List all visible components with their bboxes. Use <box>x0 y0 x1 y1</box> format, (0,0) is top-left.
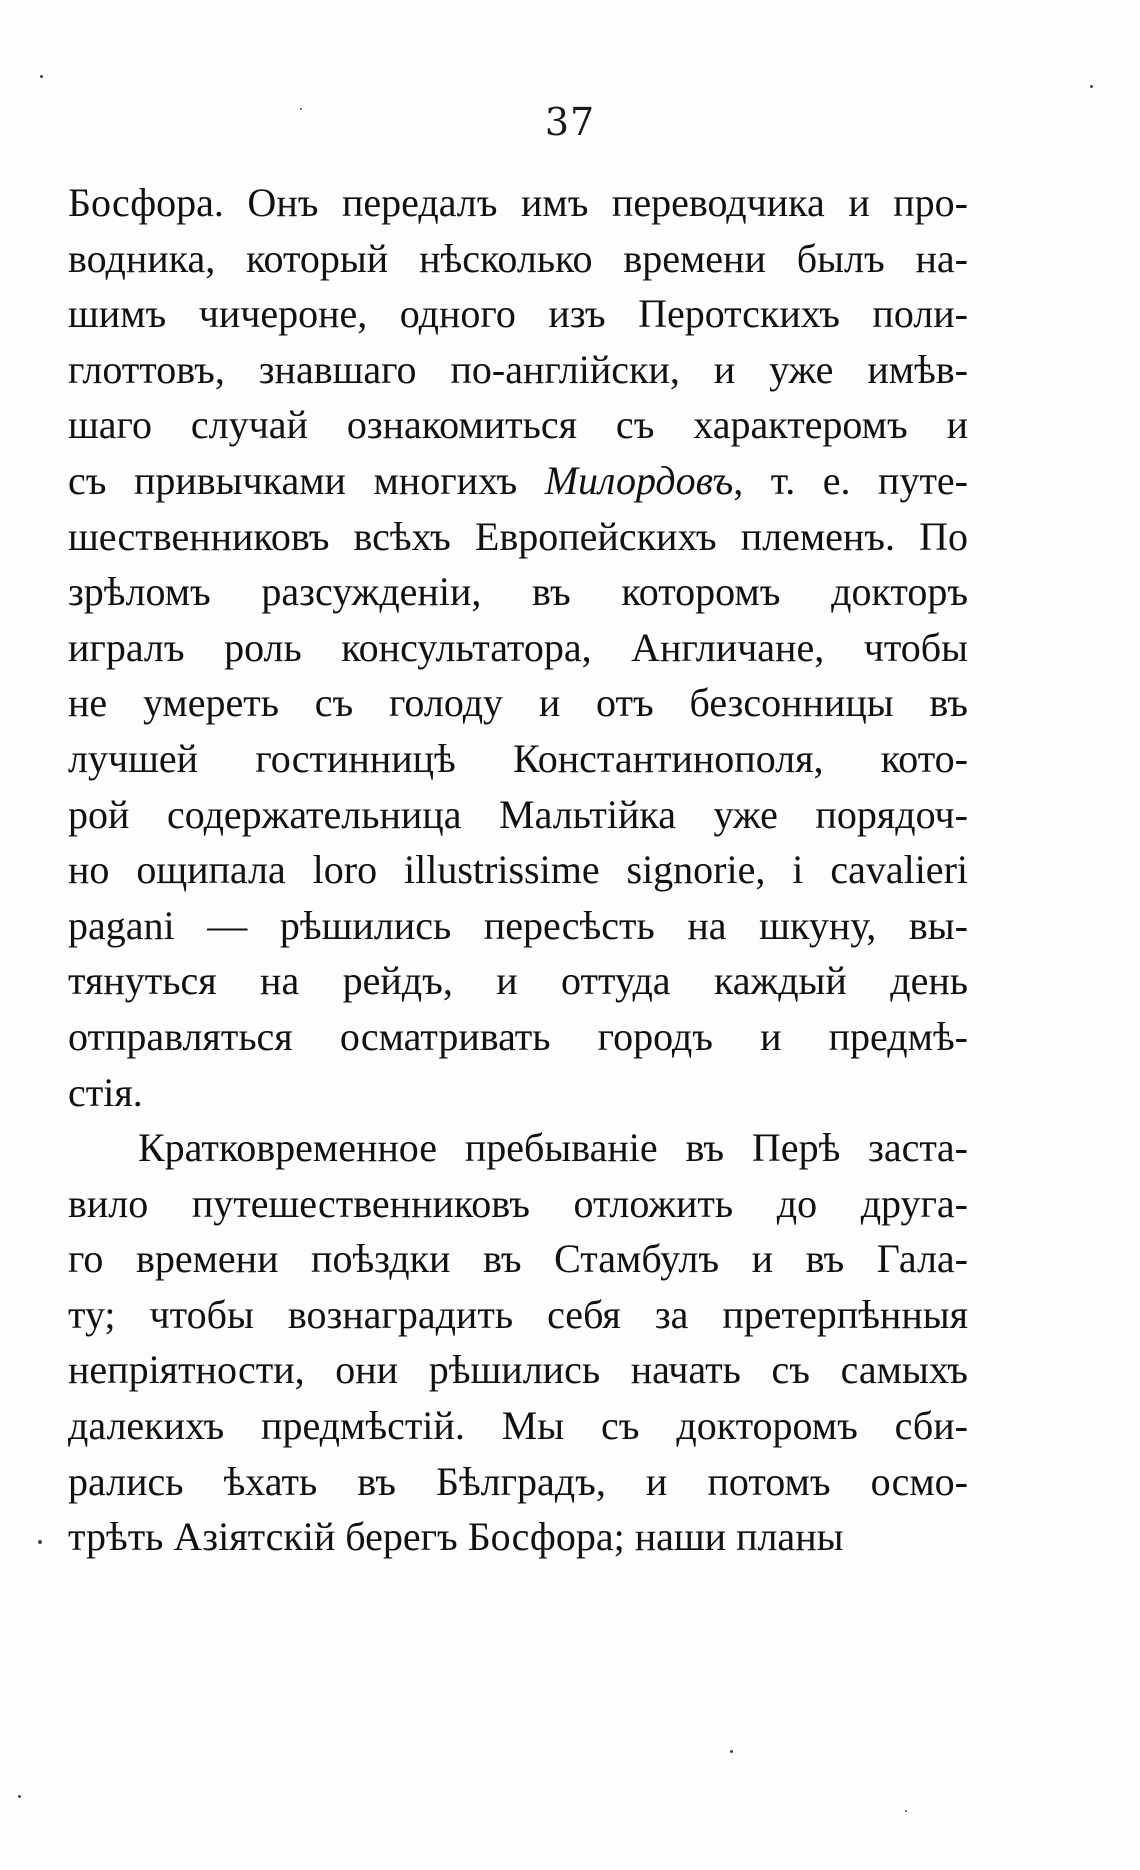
text-line <box>68 731 968 787</box>
text-segment: игралъ роль консультатора, Англичане, чтобы <box>68 624 968 670</box>
text-line <box>68 397 968 453</box>
text-segment: зрѣломъ разсужденіи, въ которомъ докторъ <box>68 569 968 615</box>
text-segment: водника, который нѣсколько времени былъ на- <box>68 235 968 281</box>
text-segment: отправляться осматривать городъ и предмѣ- <box>68 1013 968 1059</box>
body-text <box>68 175 968 1565</box>
text-segment: тянуться на рейдъ, и оттуда каждый день <box>68 958 968 1004</box>
text-segment: , т. е. путе- <box>733 457 969 503</box>
text-segment: го времени поѣздки въ Стамбулъ и въ Гала- <box>68 1236 968 1282</box>
text-line <box>68 286 968 342</box>
text-segment: далекихъ предмѣстій. Мы съ докторомъ сби- <box>68 1403 968 1449</box>
text-segment: глоттовъ, знавшаго по-англійски, и уже имѣв- <box>68 346 968 392</box>
text-segment: шаго случай ознакомиться съ характеромъ и <box>68 402 968 448</box>
text-segment: стія. <box>68 1069 143 1115</box>
text-line <box>68 1231 968 1287</box>
italic-term: Милордовъ <box>544 457 734 503</box>
text-line <box>68 1342 968 1398</box>
text-line <box>68 1454 968 1510</box>
text-segment: трѣть Азіятскій берегъ Босфора; наши планы <box>68 1514 844 1560</box>
text-line <box>68 1065 968 1121</box>
text-line <box>68 231 968 287</box>
text-segment: лучшей гостинницѣ Константинополя, кото- <box>68 735 968 781</box>
scan-speck <box>18 1795 21 1798</box>
text-line <box>68 842 968 898</box>
text-line <box>68 564 968 620</box>
text-line <box>68 509 968 565</box>
text-line <box>68 453 968 509</box>
text-line <box>68 898 968 954</box>
text-segment: вило путешественниковъ отложить до друга- <box>68 1180 968 1226</box>
text-line <box>68 175 968 231</box>
text-line <box>68 1509 968 1565</box>
text-line <box>68 787 968 843</box>
scan-speck <box>300 108 302 110</box>
page-number: 37 <box>544 100 596 144</box>
text-segment: Кратковременное пребываніе въ Перѣ застa- <box>138 1125 968 1171</box>
text-segment: съ привычками многихъ <box>68 457 545 503</box>
text-segment: рались ѣхать въ Бѣлградъ, и потомъ осмо- <box>68 1458 968 1504</box>
text-line <box>68 620 968 676</box>
scan-speck <box>905 1810 907 1812</box>
scan-speck <box>40 75 43 78</box>
text-segment: Босфора. Онъ передалъ имъ переводчика и про- <box>68 180 968 225</box>
scan-speck <box>730 1750 733 1753</box>
scan-speck <box>38 1540 42 1544</box>
text-line <box>68 1287 968 1343</box>
text-segment: ту; чтобы вознаградить себя за претерпѣнныя <box>68 1291 968 1337</box>
text-line <box>68 953 968 1009</box>
text-segment: pagani — рѣшились пересѣсть на шкуну, вы- <box>68 902 968 948</box>
text-line <box>68 1120 968 1176</box>
scan-speck <box>1090 85 1093 88</box>
text-line <box>68 675 968 731</box>
text-line <box>68 342 968 398</box>
text-line <box>68 1009 968 1065</box>
text-segment: но ощипала loro illustrissime signorie, i cavalieri <box>68 847 968 893</box>
text-line <box>68 1398 968 1454</box>
text-segment: не умереть съ голоду и отъ безсонницы въ <box>68 680 968 726</box>
text-segment: шимъ чичероне, одного изъ Перотскихъ поли- <box>68 291 968 337</box>
text-line <box>68 1176 968 1232</box>
text-segment: непріятности, они рѣшились начать съ самыхъ <box>68 1347 968 1393</box>
text-segment: рой содержательница Мальтійка уже порядоч- <box>68 791 968 837</box>
text-segment: шественниковъ всѣхъ Европейскихъ племенъ. По <box>68 513 968 559</box>
